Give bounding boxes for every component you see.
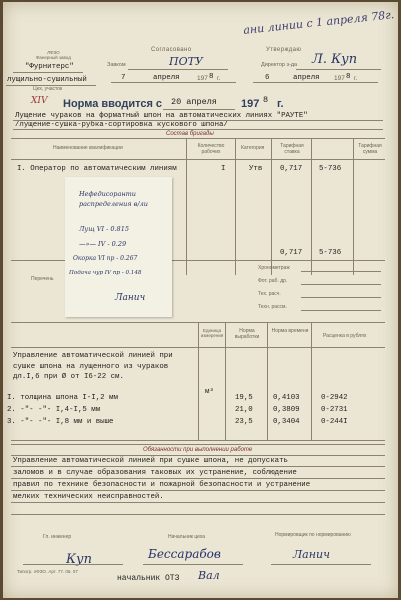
- norm-row-2-name: 3. -"- -"- I,8 мм и выше: [7, 418, 114, 426]
- chief-label: Завком: [107, 62, 126, 68]
- brigade-row-count: I: [221, 165, 226, 173]
- approved-year-prefix: 197: [334, 75, 345, 82]
- norm-table-section-left: Перечень: [31, 276, 54, 282]
- company-name: "Фурнитерс": [25, 63, 74, 71]
- field-chrono: Хронометраж: [258, 265, 290, 271]
- footer-bottom-label: начальник ОТЗ: [117, 574, 180, 583]
- norm-description: Лущение чураков на форматный шпон на автоматических линиях "РАУТЕ" /лущение-сушка-рубка-сортировка кускового шпона/: [15, 112, 308, 129]
- agreed-year-prefix: 197: [197, 75, 208, 82]
- chief-signature: ПОТУ: [169, 55, 203, 68]
- handwritten-note: [65, 177, 172, 317]
- approved-month: апреля: [293, 74, 320, 82]
- note-line-2: Окорка VI пр - 0.267: [73, 255, 138, 262]
- director-signature: Л. Куп: [312, 52, 358, 67]
- brigade-row-sum: 5-736: [319, 165, 342, 173]
- norm-row-1-output: 21,0: [235, 406, 253, 414]
- approved-year: 8: [346, 73, 351, 81]
- brigade-header-1: Количество рабочих: [197, 143, 225, 155]
- norm-year-suffix: г.: [277, 98, 284, 110]
- footer-right-label: Нормировщик по нормированию: [275, 532, 351, 538]
- brigade-row-rate: 0,717: [280, 165, 303, 173]
- shop-name: лущильно-сушильный: [7, 76, 87, 84]
- norm-row-0-unit: м³: [205, 388, 214, 396]
- agreed-label: Согласовано: [151, 47, 192, 53]
- norm-year-digit: 8: [263, 95, 269, 105]
- norm-header-4: Расценка в рублях: [323, 333, 367, 339]
- footer-left-sign: Куп: [66, 552, 92, 567]
- duties-title: Обязанности при выполнении работе: [143, 447, 253, 453]
- field-tech-review: Техн. рассм.: [258, 304, 287, 310]
- norm-row-0-output: 19,5: [235, 394, 253, 402]
- duties-line-3: мелких технических неисправностей.: [13, 493, 164, 501]
- approved-day: 6: [265, 74, 270, 82]
- shop-caption: Цех, участок: [33, 86, 63, 92]
- brigade-header-0: Наименование квалификации: [53, 145, 123, 151]
- norm-year: 197: [241, 98, 260, 110]
- brigade-row-name: I. Оператор по автоматическим линиям: [17, 165, 177, 173]
- norm-header-2: Норма выработки: [234, 328, 260, 340]
- norm-row-2-price: 0-244I: [321, 418, 348, 426]
- norm-row-1-price: 0-2731: [321, 406, 348, 414]
- agreed-day: 7: [121, 74, 126, 82]
- duties-line-1: заломов и в случае образования таковых их устранение, соблюдение: [13, 469, 297, 477]
- field-tech-calc: Тех. расч.: [258, 291, 281, 297]
- norm-header-1: Единица измерения: [200, 328, 224, 338]
- brigade-header-3: Тарифная ставка: [280, 143, 304, 155]
- print-info: Типогр. лФЗО. Арт. 77. 06. 07: [17, 569, 78, 574]
- norm-row-1-name: 2. -"- -"- I,4-I,5 мм: [7, 406, 101, 414]
- brigade-row-cat: Утв: [249, 165, 263, 173]
- norm-row-0-price: 0-2942: [321, 394, 348, 402]
- note-line-1: —»— IV - 0.29: [79, 240, 127, 248]
- section-brigade: Состав бригады: [166, 131, 214, 137]
- footer-left-label: Гл. инженер: [43, 534, 72, 540]
- approved-label: Утверждаю: [266, 47, 302, 53]
- norm-date: 20 апреля: [171, 97, 217, 107]
- norm-work: Управление автоматической линией при сушке шпона на лущенного из чураков дл.I,6 при Ø от I6-22 см.: [13, 352, 173, 381]
- note-line-3: Подача чур IV пр - 0.148: [69, 270, 142, 276]
- norm-header-3: Норма времени: [271, 328, 309, 334]
- brigade-header-2: Категория: [241, 145, 265, 151]
- note-signature: Ланич: [115, 293, 146, 303]
- agreed-year-suffix: г.: [217, 75, 221, 82]
- norm-row-1-time: 0,3809: [273, 406, 300, 414]
- brigade-total-sum: 5-736: [319, 249, 342, 257]
- norm-row-2-output: 23,5: [235, 418, 253, 426]
- brigade-total-rate: 0,717: [280, 249, 303, 257]
- director-label: Директор з-да: [261, 62, 298, 68]
- norm-mark: XIV: [31, 96, 48, 106]
- note-title: Нефедисоранти распределения в/ли: [79, 190, 148, 208]
- duties-line-2: правил по технике безопасности и пожарной безопасности и устранение: [13, 481, 311, 489]
- norm-row-0-time: 0,4103: [273, 394, 300, 402]
- company-label: ЛФЗО Фанерный завод: [36, 50, 71, 60]
- document-sheet: [3, 2, 398, 598]
- agreed-year: 8: [209, 73, 214, 81]
- brigade-header-4: Тарифная сумма: [358, 143, 382, 155]
- agreed-month: апреля: [153, 74, 180, 82]
- norm-row-0-name: I. толщина шпона I-I,2 мм: [7, 394, 118, 402]
- note-line-0: Лущ VI - 0.815: [79, 225, 129, 233]
- footer-mid-label: Начальник цеха: [168, 534, 206, 540]
- duties-line-0: Управление автоматической линией при сушке шпона, не допускать: [13, 457, 288, 465]
- norm-row-2-time: 0,3404: [273, 418, 300, 426]
- footer-mid-sign: Бессарабов: [148, 547, 221, 561]
- norm-label: Норма вводится с: [63, 98, 163, 110]
- footer-bottom-sign: Вал: [198, 569, 220, 582]
- field-photo: Фот. раб. др.: [258, 278, 288, 284]
- approved-year-suffix: г.: [354, 75, 358, 82]
- top-handwriting: ани линии с 1 апреля 78г.: [242, 8, 395, 37]
- footer-right-sign: Ланич: [293, 548, 330, 561]
